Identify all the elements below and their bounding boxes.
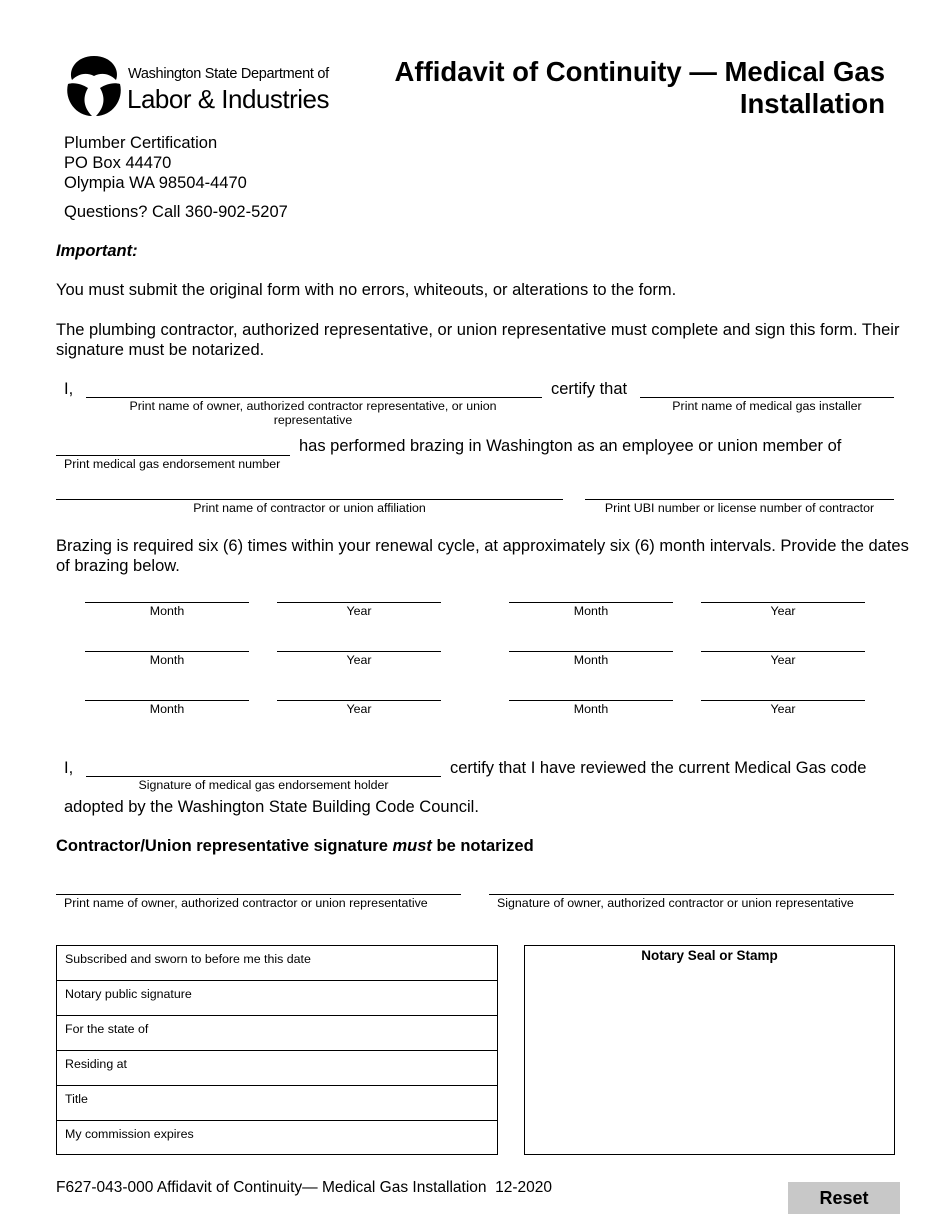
month-caption: Month — [573, 702, 609, 716]
brazing-year-3[interactable] — [277, 651, 441, 652]
notary-row-residing[interactable] — [57, 1051, 497, 1086]
important-heading: Important: — [56, 242, 138, 260]
questions-phone: Questions? Call 360-902-5207 — [64, 203, 288, 221]
notarize-heading — [56, 837, 534, 856]
notarize-heading-a: Contractor/Union representative signature — [56, 837, 393, 855]
owner-name-field[interactable] — [86, 397, 542, 398]
contractor-name-caption: Print name of contractor or union affiliation — [193, 501, 426, 515]
address-dept: Plumber Certification — [64, 134, 218, 152]
address-city: Olympia WA 98504-4470 — [64, 174, 247, 192]
notary-seal-box — [524, 945, 895, 1155]
month-caption: Month — [149, 604, 185, 618]
month-caption: Month — [573, 653, 609, 667]
notary-row-label: My commission expires — [65, 1127, 194, 1141]
notary-row-label: Residing at — [65, 1057, 127, 1071]
important-p1: You must submit the original form with no errors, whiteouts, or alterations to the form. — [56, 281, 677, 299]
review-statement-cont: adopted by the Washington State Building Code Council. — [64, 798, 479, 816]
notary-row-label: Subscribed and sworn to before me this date — [65, 952, 311, 966]
representative-signature-field[interactable] — [489, 894, 894, 895]
year-caption: Year — [346, 653, 372, 667]
month-caption: Month — [149, 702, 185, 716]
notary-row-date[interactable] — [57, 946, 497, 981]
notary-row-state[interactable] — [57, 1016, 497, 1051]
important-p2: The plumbing contractor, authorized representative, or union representative must complete and sign this form. Their signature must be notarized. — [56, 321, 900, 359]
notary-row-label: Title — [65, 1092, 88, 1106]
brazing-month-1[interactable] — [85, 602, 249, 603]
notary-table — [56, 945, 498, 1155]
representative-print-name-field[interactable] — [56, 894, 461, 895]
representative-signature-caption: Signature of owner, authorized contractor or union representative — [497, 896, 854, 910]
ubi-number-caption: Print UBI number or license number of contractor — [604, 501, 875, 515]
notary-row-title[interactable] — [57, 1086, 497, 1121]
year-caption: Year — [346, 702, 372, 716]
brazing-month-5[interactable] — [85, 700, 249, 701]
owner-name-caption: Print name of owner, authorized contractor representative, or union representative — [129, 399, 497, 427]
reset-button[interactable]: Reset — [788, 1182, 900, 1214]
address-box: PO Box 44470 — [64, 154, 172, 172]
contractor-name-field[interactable] — [56, 499, 563, 500]
page-title: Affidavit of Continuity — Medical Gas Installation — [394, 56, 885, 119]
ubi-number-field[interactable] — [585, 499, 894, 500]
notary-row-label: Notary public signature — [65, 987, 192, 1001]
review-statement: certify that I have reviewed the current Medical Gas code — [450, 759, 867, 777]
endorsement-holder-signature-caption: Signature of medical gas endorsement holder — [138, 778, 389, 792]
brazing-year-2[interactable] — [701, 602, 865, 603]
logo-mark-icon — [62, 54, 126, 118]
agency-line2: Labor & Industries — [127, 84, 330, 114]
notary-seal-label: Notary Seal or Stamp — [641, 948, 778, 963]
year-caption: Year — [770, 604, 796, 618]
month-caption: Month — [573, 604, 609, 618]
month-caption: Month — [149, 653, 185, 667]
endorsement-number-field[interactable] — [56, 455, 290, 456]
installer-name-field[interactable] — [640, 397, 894, 398]
notary-row-signature[interactable] — [57, 981, 497, 1016]
year-caption: Year — [770, 653, 796, 667]
brazing-month-2[interactable] — [509, 602, 673, 603]
brazing-year-5[interactable] — [277, 700, 441, 701]
notary-row-commission[interactable] — [57, 1121, 497, 1155]
brazing-year-6[interactable] — [701, 700, 865, 701]
brazing-month-6[interactable] — [509, 700, 673, 701]
representative-print-name-caption: Print name of owner, authorized contractor or union representative — [64, 896, 428, 910]
notarize-heading-em: must — [392, 837, 432, 855]
brazing-statement: has performed brazing in Washington as an employee or union member of — [299, 437, 842, 455]
agency-line1: Washington State Department of — [128, 66, 329, 82]
review-i-label: I, — [64, 759, 74, 777]
notary-row-label: For the state of — [65, 1022, 149, 1036]
brazing-year-4[interactable] — [701, 651, 865, 652]
year-caption: Year — [770, 702, 796, 716]
brazing-year-1[interactable] — [277, 602, 441, 603]
endorsement-number-caption: Print medical gas endorsement number — [64, 457, 281, 471]
brazing-instruction: Brazing is required six (6) times within your renewal cycle, at approximately six (6) month intervals. Provide the dates of brazing below. — [56, 537, 909, 575]
year-caption: Year — [346, 604, 372, 618]
certify-i-label: I, — [64, 380, 74, 398]
agency-logo — [62, 54, 332, 118]
notarize-heading-b: be notarized — [431, 837, 534, 855]
brazing-month-4[interactable] — [509, 651, 673, 652]
form-id: F627-043-000 Affidavit of Continuity— Medical Gas Installation 12-2020 — [56, 1179, 552, 1196]
certify-that-label: certify that — [551, 380, 628, 398]
brazing-month-3[interactable] — [85, 651, 249, 652]
endorsement-holder-signature-field[interactable] — [86, 776, 441, 777]
installer-name-caption: Print name of medical gas installer — [672, 399, 862, 413]
